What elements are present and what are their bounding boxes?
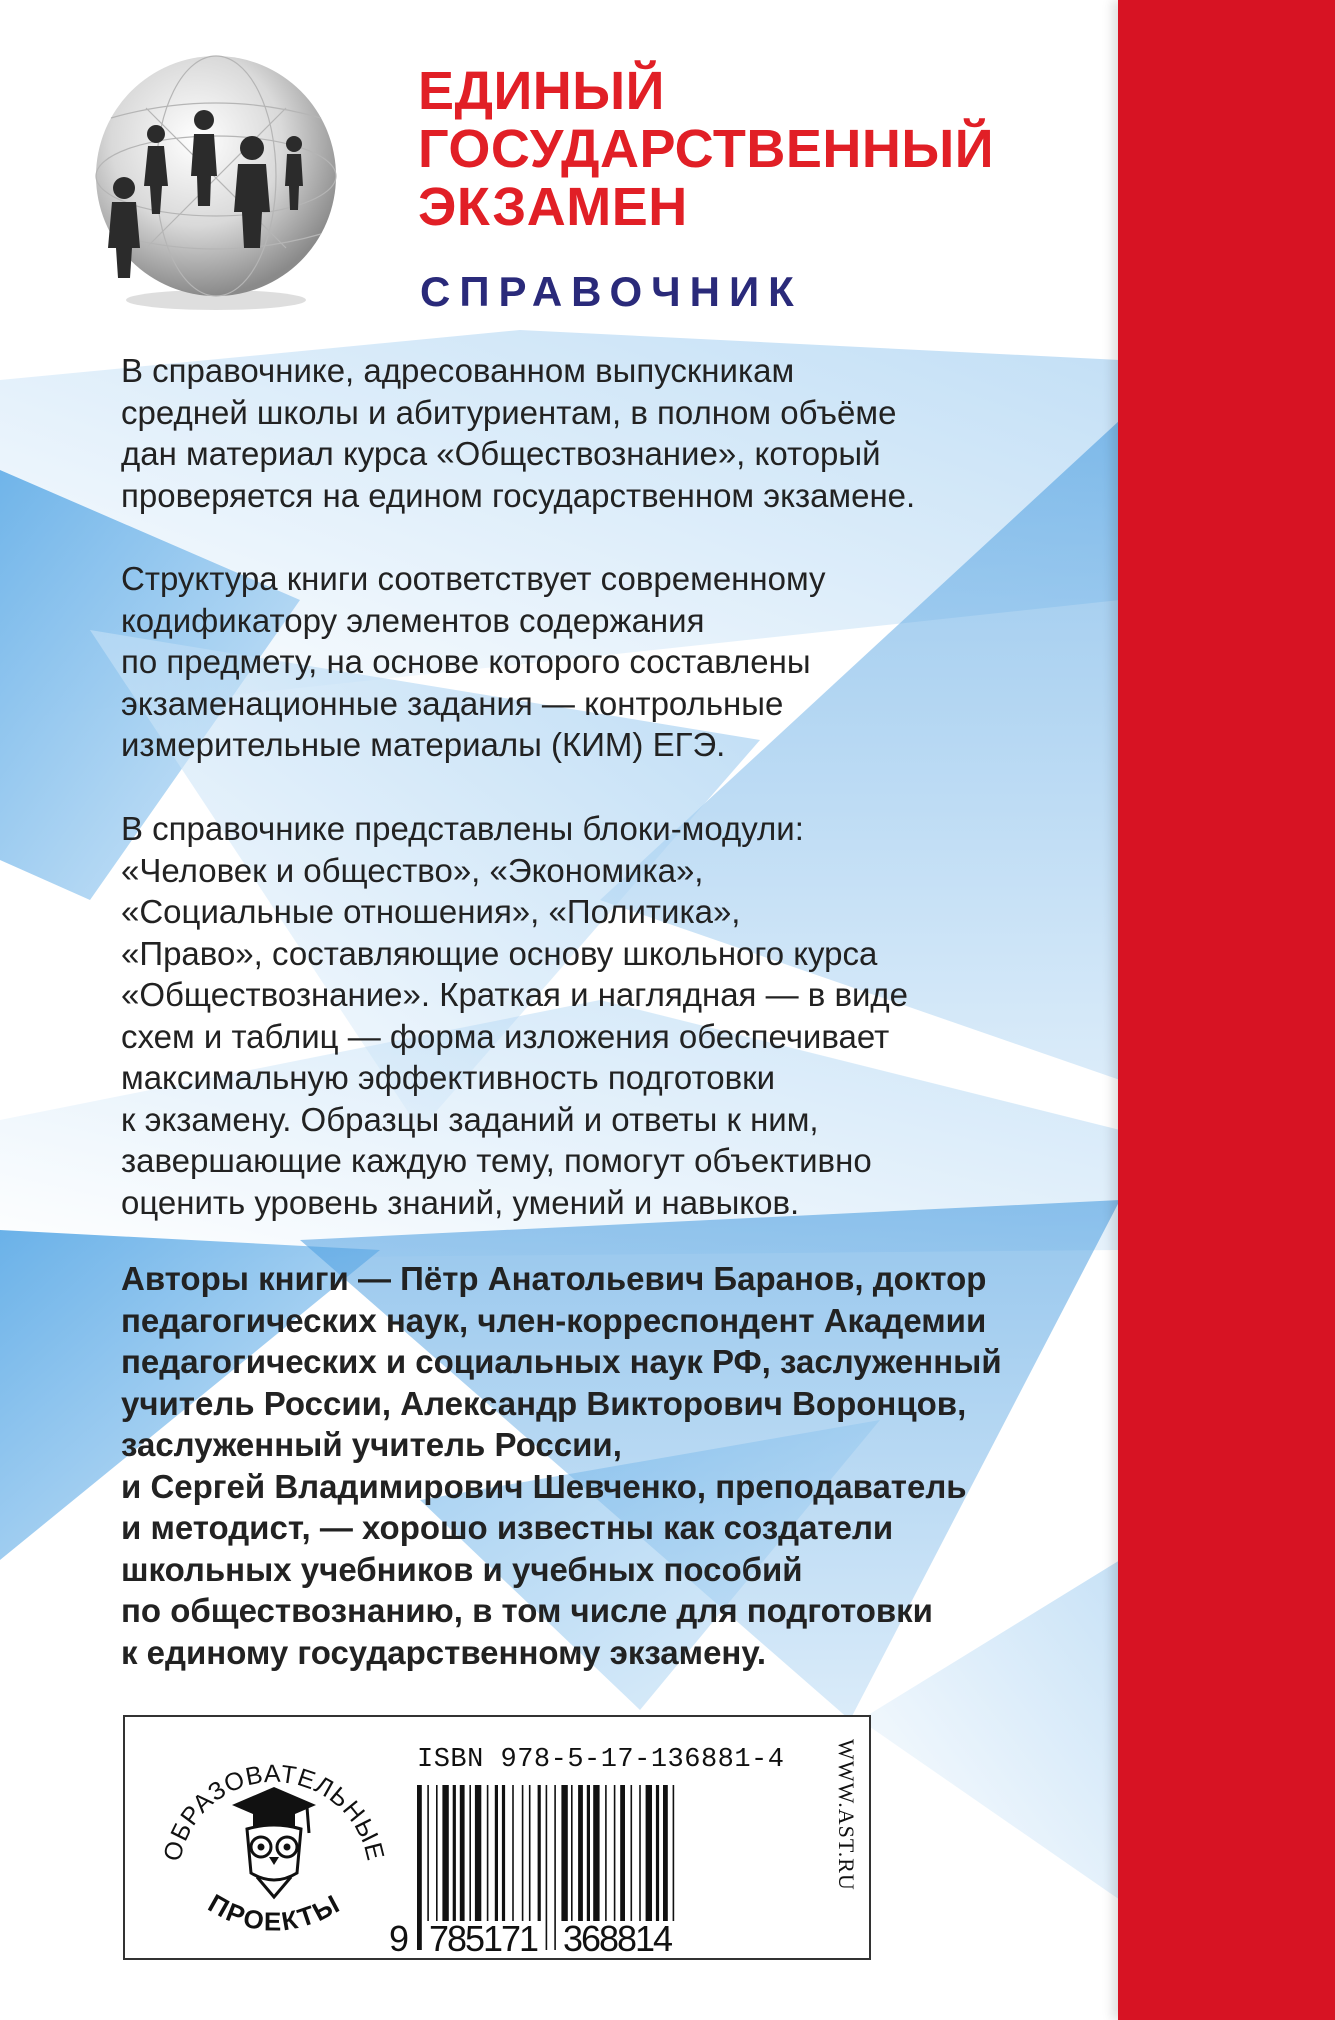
text-line: экзаменационные задания — контрольные [121,684,784,722]
barcode-bar [631,1785,633,1921]
barcode-bar [538,1785,541,1921]
red-side-band [1118,0,1335,2020]
barcode-bar [571,1785,573,1921]
text-line: по предмету, на основе которого составлены [121,643,811,680]
text-line: школьных учебников и учебных пособий [121,1550,803,1588]
barcode-bar [663,1785,668,1921]
barcode-bar [546,1785,548,1950]
text-line: и Сергей Владимирович Шевченко, преподаватель [121,1467,967,1505]
title-line: ЭКЗАМЕН [418,177,688,237]
authors-paragraph [121,1258,1002,1673]
barcode-bar [460,1785,465,1921]
text-line: схем и таблиц — форма изложения обеспечивает [121,1017,890,1055]
barcode-bar [453,1785,456,1921]
text-line: средней школы и абитуриентам, в полном объёме [121,393,897,431]
barcode-bar [646,1785,652,1921]
text-line: и методист, — хорошо известны как создатели [121,1509,894,1546]
barcode-bar [614,1785,616,1921]
barcode [387,1785,837,1955]
barcode-bar [512,1785,514,1921]
barcode-digit: 9 [389,1918,410,1955]
text-line: педагогических наук, член-корреспондент Академии [121,1301,987,1339]
text-line: дан материал курса «Обществознание», который [121,435,881,472]
barcode-bar [427,1785,429,1921]
isbn-number: ISBN 978-5-17-136881-4 [417,1745,785,1775]
barcode-bar [656,1785,659,1921]
title-line: ЕДИНЫЙ [418,61,665,121]
isbn-info-box [123,1715,871,1960]
barcode-bar [436,1785,438,1921]
barcode-bar [605,1785,607,1921]
barcode-bar [578,1785,583,1921]
logo-bottom-text: ПРОЕКТЫ [203,1887,346,1937]
text-line: кодификатору элементов содержания [121,601,705,639]
barcode-digit: 785171 [429,1918,539,1955]
barcode-digit: 368814 [563,1918,673,1955]
barcode-bar [522,1785,524,1921]
barcode-bar [495,1785,498,1921]
text-line: В справочнике, адресованном выпускникам [121,352,795,389]
text-line: максимальную эффективность подготовки [121,1059,776,1096]
barcode-bar [587,1785,590,1921]
text-line: Структура книги соответствует современному [121,560,826,597]
barcode-bar [502,1785,505,1921]
text-line: к единому государственному экзамену. [121,1633,766,1671]
globe-people-icon [86,48,346,318]
text-line: учитель России, Александр Викторович Воронцов, [121,1384,967,1422]
text-line: «Социальные отношения», «Политика», [121,893,741,930]
barcode-bar [469,1785,471,1921]
text-line: «Человек и общество», «Экономика», [121,851,704,889]
text-line: педагогических и социальных наук РФ, заслуженный [121,1343,1002,1380]
barcode-bar [417,1785,422,1950]
structure-paragraph [121,558,826,766]
text-line: Авторы книги — Пётр Анатольевич Баранов, доктор [121,1260,987,1297]
text-line: «Обществознание». Краткая и наглядная — в виде [121,976,909,1013]
modules-paragraph [121,808,908,1223]
title-line: ГОСУДАРСТВЕННЫЙ [418,119,995,179]
exam-title [418,62,994,236]
barcode-bar [529,1785,531,1921]
owl-graduate-icon [232,1787,316,1897]
barcode-bar [593,1785,599,1921]
text-line: завершающие каждую тему, помогут объективно [121,1142,872,1179]
barcode-bar [487,1785,489,1921]
text-line: В справочнике представлены блоки-модули: [121,810,804,847]
book-subtitle: СПРАВОЧНИК [420,268,803,315]
text-line: заслуженный учитель России, [121,1426,622,1463]
barcode-bar [620,1785,625,1921]
barcode-bar [475,1785,481,1921]
text-line: измерительные материалы (КИМ) ЕГЭ. [121,726,726,763]
barcode-bar [442,1785,448,1921]
text-line: по обществознанию, в том числе для подготовки [121,1592,933,1629]
publisher-website: WWW.AST.RU [834,1739,859,1891]
text-line: оценить уровень знаний, умений и навыков. [121,1183,800,1221]
logo-top-text: ОБРАЗОВАТЕЛЬНЫЕ [158,1759,390,1864]
text-line: проверяется на едином государственном экзамене. [121,476,916,514]
text-line: к экзамену. Образцы заданий и ответы к ним, [121,1100,819,1138]
publisher-logo-icon [147,1727,397,1952]
intro-paragraph [121,350,915,516]
barcode-bar [561,1785,567,1921]
barcode-bar [554,1785,556,1950]
text-line: «Право», составляющие основу школьного курса [121,934,878,972]
barcode-bar [639,1785,641,1921]
